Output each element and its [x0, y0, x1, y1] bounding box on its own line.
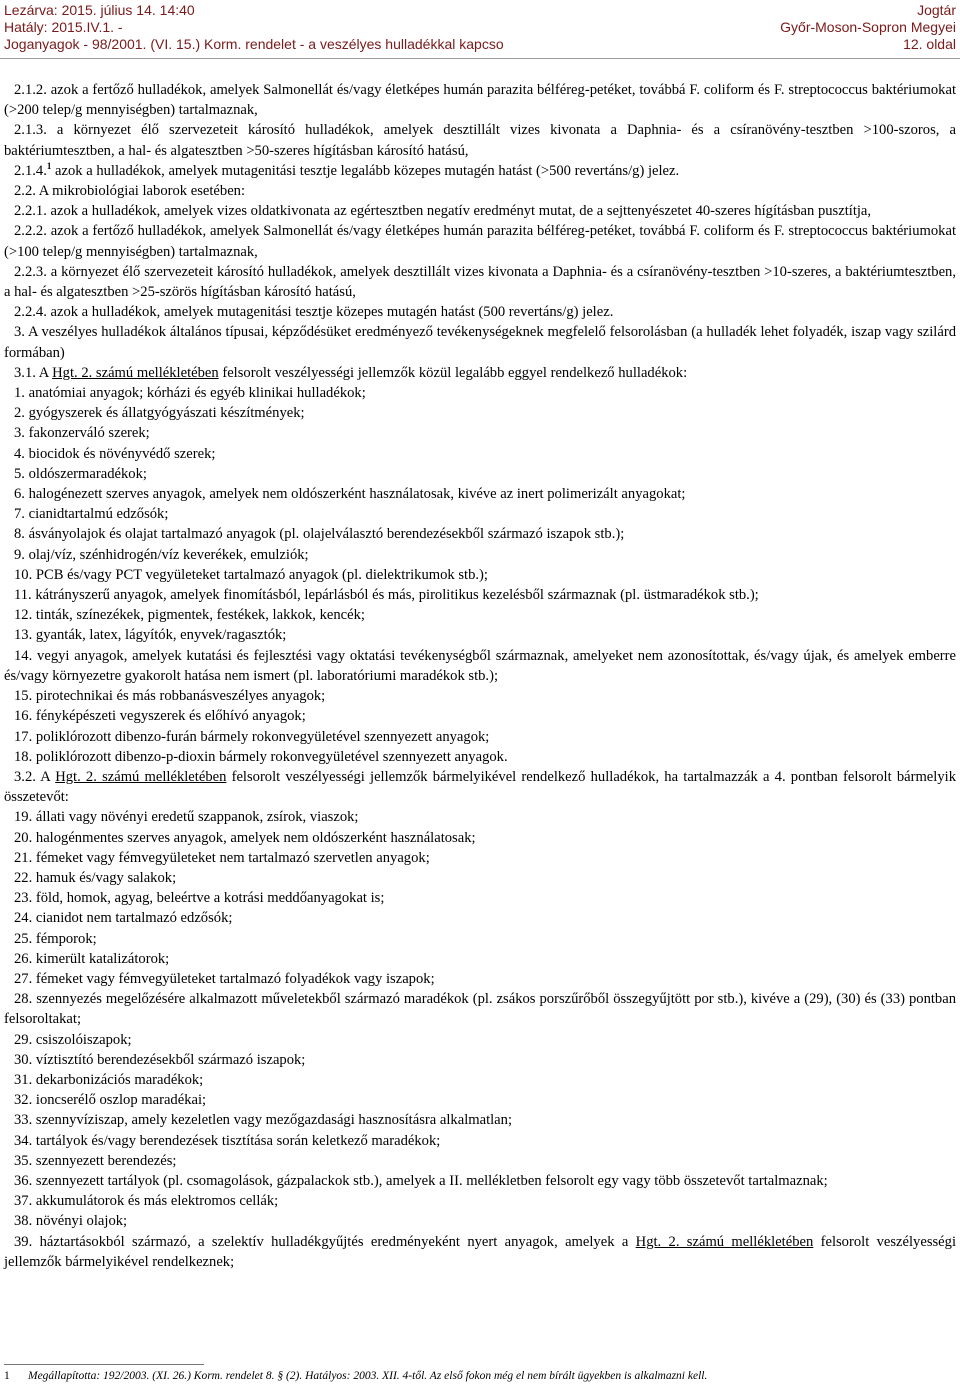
paragraph: [4, 1131, 956, 1151]
paragraph-text: 36. szennyezett tartályok (pl. csomagolások, gázpalackok stb.), amelyek a II. mellékletben felsorolt egy vagy több összetevőt tartalmaznak;: [14, 1172, 828, 1189]
paragraph: [4, 201, 956, 221]
paragraph: [4, 646, 956, 686]
paragraph: [4, 322, 956, 362]
paragraph-text: 21. fémeket vagy fémvegyületeket nem tartalmazó szervetlen anyagok;: [14, 849, 430, 866]
paragraph: [4, 1030, 956, 1050]
paragraph-text: 24. cianidot nem tartalmazó edzősók;: [14, 910, 233, 927]
paragraph-text: azok a hulladékok, amelyek mutagenitási tesztje legalább közepes mutagén hatást (>500 revertáns/g) jelez.: [51, 162, 680, 179]
paragraph: [4, 302, 956, 322]
paragraph: [4, 828, 956, 848]
paragraph-text: 20. halogénmentes szerves anyagok, amelyek nem oldószerként használatosak;: [14, 829, 476, 846]
paragraph-text: 3. fakonzerváló szerek;: [14, 425, 150, 442]
paragraph-text: 33. szennyvíziszap, amely kezeletlen vagy mezőgazdasági hasznosításra alkalmatlan;: [14, 1112, 513, 1129]
paragraph: [4, 161, 956, 181]
paragraph: [4, 524, 956, 544]
paragraph-text: 35. szennyezett berendezés;: [14, 1152, 177, 1169]
paragraph: [4, 484, 956, 504]
paragraph-text: 4. biocidok és növényvédő szerek;: [14, 445, 216, 462]
paragraph: [4, 727, 956, 747]
paragraph: [4, 1191, 956, 1211]
paragraph: [4, 1232, 956, 1272]
paragraph: [4, 1171, 956, 1191]
paragraph-lead: 2.1.4.: [14, 162, 47, 179]
paragraph-text: 2.1.3. a környezet élő szervezeteit károsító hulladékok, amelyek desztillált vizes kivonata a Daphnia- és a csíranövény-tesztben >100-szoros, a baktériumtesztben, a hal- és algatesztben >50-szeres hígításban károsító hatású,: [4, 122, 956, 159]
paragraph: [4, 1090, 956, 1110]
paragraph: [4, 625, 956, 645]
document-body: [4, 80, 956, 1272]
paragraph: [4, 888, 956, 908]
paragraph-text: 8. ásványolajok és olajat tartalmazó anyagok (pl. olajelválasztó berendezésekből származó iszapok stb.);: [14, 526, 625, 543]
paragraph-text: 28. szennyezés megelőzésére alkalmazott műveletekből származó maradékok (pl. zsákos porszűrőből összegyűjtött por stb.), kivéve a (29), (30) és (33) pontban felsoroltakat;: [4, 991, 956, 1028]
paragraph: [4, 120, 956, 160]
paragraph: [4, 565, 956, 585]
paragraph: [4, 908, 956, 928]
paragraph-text: 34. tartályok és/vagy berendezések tisztítása során keletkező maradékok;: [14, 1132, 441, 1149]
law-reference-link[interactable]: Hgt. 2. számú mellékletében: [52, 364, 219, 381]
footnote-divider: [4, 1364, 204, 1365]
paragraph: [4, 686, 956, 706]
page-header: [0, 0, 960, 58]
paragraph: [4, 403, 956, 423]
paragraph-text: 19. állati vagy növényi eredetű szappanok, zsírok, viaszok;: [14, 809, 359, 826]
paragraph-text: 23. föld, homok, agyag, beleértve a kotrási meddőanyagokat is;: [14, 890, 385, 907]
paragraph: [4, 181, 956, 201]
paragraph-text: 32. ioncserélő oszlop maradékai;: [14, 1092, 207, 1109]
paragraph-text: 1. anatómiai anyagok; kórházi és egyéb klinikai hulladékok;: [14, 385, 366, 402]
paragraph-lead: 3.1. A: [14, 364, 53, 381]
footnote-text: Megállapította: 192/2003. (XI. 26.) Korm. rendelet 8. § (2). Hatályos: 2003. XII. 4-től. Az első fokon még el nem bírált ügyekben is alkalmazni kell.: [28, 1370, 708, 1382]
paragraph-text: 38. növényi olajok;: [14, 1213, 128, 1230]
paragraph: [4, 1211, 956, 1231]
paragraph: [4, 464, 956, 484]
header-document-title: Joganyagok - 98/2001. (VI. 15.) Korm. rendelet - a veszélyes hulladékkal kapcso: [4, 36, 504, 52]
header-publisher: Jogtár: [917, 2, 956, 18]
paragraph-text: 2.2.3. a környezet élő szervezeteit károsító hulladékok, amelyek desztillált vizes kivonata a Daphnia- és a csíranövény-tesztben >10-szeres, a baktériumtesztben, a hal- és algatesztben >25-szörös hígításban károsító hatású,: [4, 263, 956, 301]
paragraph: [4, 929, 956, 949]
paragraph-text: 17. poliklórozott dibenzo-furán bármely rokonvegyületével szennyezett anyagok;: [14, 728, 490, 745]
paragraph-text: 29. csiszolóiszapok;: [14, 1031, 132, 1048]
paragraph: [4, 221, 956, 261]
paragraph-text: 6. halogénezett szerves anyagok, amelyek nem oldószerként használatosak, kivéve az inert polimerizált anyagokat;: [14, 486, 686, 503]
paragraph-text: 13. gyanták, latex, lágyítók, enyvek/ragasztók;: [14, 627, 287, 644]
paragraph-lead: 3.2. A: [14, 768, 56, 785]
paragraph: [4, 504, 956, 524]
paragraph: [4, 1050, 956, 1070]
paragraph-text: 16. fényképészeti vegyszerek és előhívó anyagok;: [14, 708, 306, 725]
paragraph-text: 2.2. A mikrobiológiai laborok esetében:: [14, 183, 246, 200]
header-closed-date: Lezárva: 2015. július 14. 14:40: [4, 2, 195, 18]
header-right: [780, 2, 956, 53]
paragraph-text: 2.2.4. azok a hulladékok, amelyek mutagenitási tesztje közepes mutagén hatást (500 revertáns/g) jelez.: [14, 304, 614, 321]
law-reference-link[interactable]: Hgt. 2. számú mellékletében: [55, 768, 227, 785]
paragraph-text: 15. pirotechnikai és más robbanásveszélyes anyagok;: [14, 688, 326, 705]
paragraph: [4, 585, 956, 605]
paragraph-text: 9. olaj/víz, szénhidrogén/víz keverékek, emulziók;: [14, 546, 309, 563]
footnote-ref[interactable]: 1: [46, 160, 52, 171]
footnote: [4, 1369, 956, 1383]
header-library: Győr-Moson-Sopron Megyei: [780, 19, 956, 35]
paragraph-text: 2.1.2. azok a fertőző hulladékok, amelyek Salmonellát és/vagy életképes humán parazita bélféreg-petéket, továbbá F. coliform és F. streptococcus baktériumokat (>200 telep/g mennyiségben) tartalmaznak,: [4, 82, 956, 119]
paragraph-text: 2. gyógyszerek és állatgyógyászati készítmények;: [14, 405, 305, 422]
paragraph-text: 31. dekarbonizációs maradékok;: [14, 1071, 204, 1088]
paragraph-text: 10. PCB és/vagy PCT vegyületeket tartalmazó anyagok (pl. dielektrikumok stb.);: [14, 566, 488, 583]
paragraph: [4, 363, 956, 383]
header-left: [4, 2, 504, 53]
header-effective: Hatály: 2015.IV.1. -: [4, 19, 123, 35]
paragraph-lead: 39. háztartásokból származó, a szelektív hulladékgyűjtés eredményeként nyert anyagok, amelyek a: [14, 1233, 636, 1250]
paragraph-text: 5. oldószermaradékok;: [14, 465, 147, 482]
paragraph-text: felsorolt veszélyességi jellemzők bármelyikével rendelkeznek;: [4, 1233, 957, 1270]
header-divider: [0, 58, 960, 59]
paragraph: [4, 848, 956, 868]
paragraph: [4, 767, 956, 807]
paragraph-text: 12. tinták, színezékek, pigmentek, festékek, lakkok, kencék;: [14, 607, 365, 624]
paragraph: [4, 989, 956, 1029]
paragraph: [4, 423, 956, 443]
paragraph-text: 27. fémeket vagy fémvegyületeket tartalmazó folyadékok vagy iszapok;: [14, 970, 435, 987]
paragraph: [4, 80, 956, 120]
paragraph: [4, 262, 956, 302]
paragraph-text: 26. kimerült katalizátorok;: [14, 950, 170, 967]
paragraph: [4, 545, 956, 565]
footnote-number: 1: [4, 1370, 10, 1382]
paragraph-text: felsorolt veszélyességi jellemzők bármelyikével rendelkező hulladékok, ha tartalmazzák a 4. pontban felsorolt bármelyik összetevőt:: [4, 768, 956, 806]
paragraph: [4, 747, 956, 767]
paragraph-text: 2.2.1. azok a hulladékok, amelyek vizes oldatkivonata az egértesztben negatív eredményt mutat, de a sejttenyészetet 40-szeres hígításban pusztítja,: [14, 203, 872, 220]
paragraph-text: 25. fémporok;: [14, 930, 97, 947]
paragraph: [4, 868, 956, 888]
paragraph: [4, 444, 956, 464]
paragraph: [4, 1151, 956, 1171]
paragraph-text: 30. víztisztító berendezésekből származó iszapok;: [14, 1051, 306, 1068]
paragraph: [4, 969, 956, 989]
law-reference-link[interactable]: Hgt. 2. számú mellékletében: [635, 1233, 814, 1250]
paragraph-text: felsorolt veszélyességi jellemzők közül legalább eggyel rendelkező hulladékok:: [218, 364, 688, 381]
paragraph-text: 3. A veszélyes hulladékok általános típusai, képződésüket eredményező tevékenységeknek megfelelő felsorolásban (a hulladék lehet folyadék, iszap vagy szilárd formában): [4, 324, 956, 361]
paragraph: [4, 807, 956, 827]
header-page-number: 12. oldal: [903, 36, 956, 52]
paragraph-text: 2.2.2. azok a fertőző hulladékok, amelyek Salmonellát és/vagy életképes humán parazita bélféreg-petéket, továbbá F. coliform és F. streptococcus baktériumokat (>100 telep/g mennyiségben) tartalmaznak,: [4, 223, 956, 260]
paragraph-text: 22. hamuk és/vagy salakok;: [14, 869, 177, 886]
paragraph-text: 37. akkumulátorok és más elektromos cellák;: [14, 1193, 279, 1210]
paragraph: [4, 1070, 956, 1090]
paragraph-text: 7. cianidtartalmú edzősók;: [14, 506, 169, 523]
paragraph: [4, 605, 956, 625]
paragraph: [4, 706, 956, 726]
paragraph-text: 14. vegyi anyagok, amelyek kutatási és fejlesztési vagy oktatási tevékenységből származnak, amelyeket nem azonosítottak, és/vagy újak, és amelyek emberre és/vagy környezetre gyakorolt hatása nem ismert (pl. laboratóriumi maradékok stb.);: [4, 647, 956, 684]
paragraph: [4, 383, 956, 403]
paragraph-text: 18. poliklórozott dibenzo-p-dioxin bármely rokonvegyületével szennyezett anyagok.: [14, 748, 508, 765]
paragraph: [4, 949, 956, 969]
paragraph: [4, 1110, 956, 1130]
paragraph-text: 11. kátrányszerű anyagok, amelyek finomításból, lepárlásból és más, pirolitikus kezelésből származnak (pl. üstmaradékok stb.);: [14, 587, 759, 604]
